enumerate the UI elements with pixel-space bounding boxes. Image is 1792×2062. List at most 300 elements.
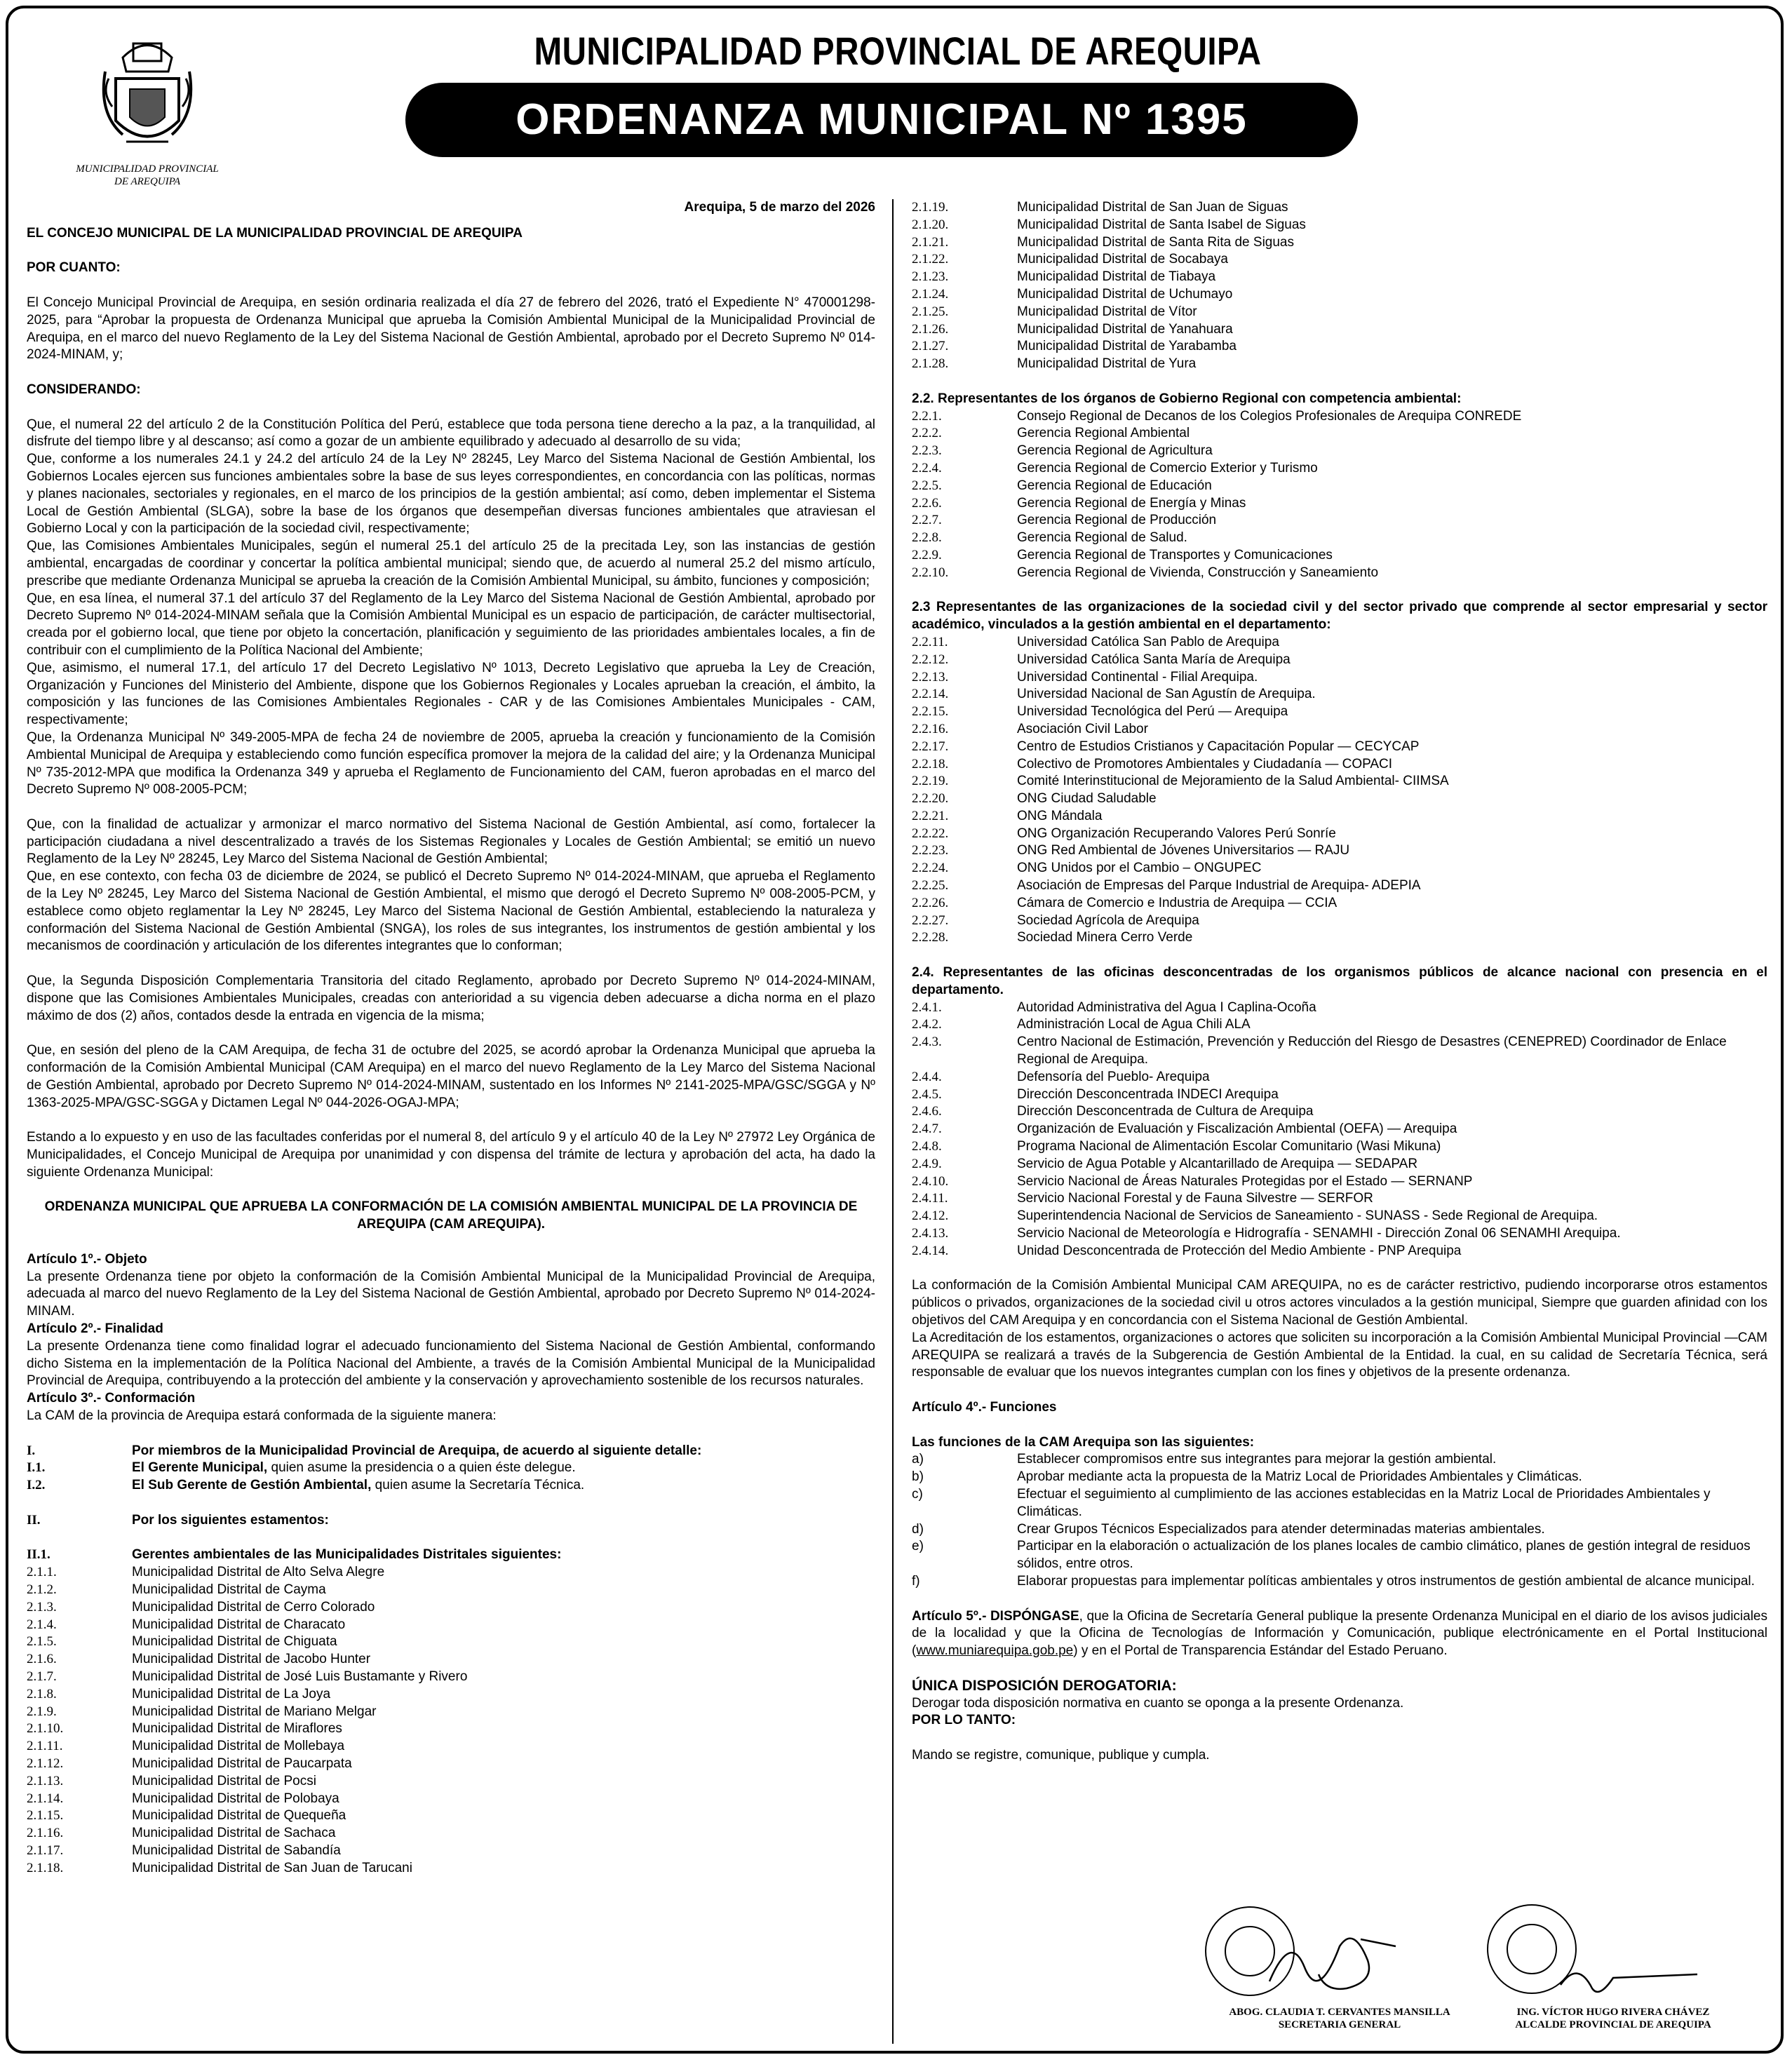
mayor-signature-block: [1459, 2006, 1767, 2031]
district-item-text: Municipalidad Distrital de Yarabamba: [1017, 339, 1237, 354]
district-item-number: 2.1.8.: [27, 1686, 57, 1702]
district-list-continued: [912, 199, 1767, 373]
civil-item: [912, 877, 1767, 895]
mayor-role: ALCALDE PROVINCIAL DE AREQUIPA: [1515, 2019, 1711, 2030]
district-item-number: 2.1.25.: [912, 304, 949, 319]
civil-item-text: ONG Mándala: [1017, 808, 1103, 823]
civil-item: [912, 721, 1767, 739]
page-title: MUNICIPALIDAD PROVINCIAL DE AREQUIPA: [534, 29, 1262, 73]
ordinance-title: ORDENANZA MUNICIPAL QUE APRUEBA LA CONFORMACIÓN DE LA COMISIÓN AMBIENTAL MUNICIPAL DE LA PROVINCIA DE AREQUIPA (CAM AREQUIPA).: [44, 1199, 858, 1232]
regional-item: [912, 565, 1767, 582]
district-item-text: Municipalidad Distrital de Cerro Colorado: [132, 1599, 375, 1615]
considerando-5: Que, asimismo, el numeral 17.1, del artículo 17 del Decreto Legislativo Nº 1013, Decreto Legislativo que aprueba la Ley de Creación, Organización y Funciones del Ministerio del Ambiente, dispone que los Gobiernos Regionales y Locales aprueban la creación, el ámbito, la composición y las funciones de las Comisiones Ambientales Regionales - CAR y de las Comisiones Ambientales Municipales - CAM, respectivamente;: [27, 660, 875, 728]
civil-item-text: Universidad Católica Santa María de Arequipa: [1017, 652, 1291, 667]
deconcentrated-item-text: Centro Nacional de Estimación, Prevención y Reducción del Riesgo de Desastres (CENEPRED) Coordinador de Enlace Regional de Arequipa.: [1017, 1035, 1727, 1067]
district-item-text: Municipalidad Distrital de San Juan de Tarucani: [132, 1860, 412, 1875]
function-item-number: d): [912, 1521, 924, 1537]
deconcentrated-item-number: 2.4.12.: [912, 1208, 949, 1224]
section-II: [27, 1512, 875, 1530]
secretary-signature-icon: [1262, 1918, 1403, 2002]
deconcentrated-item-number: 2.4.13.: [912, 1226, 949, 1241]
district-item-number: 2.1.22.: [912, 252, 949, 267]
district-item-number: 2.1.17.: [27, 1842, 64, 1858]
article-4-heading: Artículo 4º.- Funciones: [912, 1399, 1057, 1415]
deconcentrated-item-number: 2.4.14.: [912, 1243, 949, 1258]
considerando-2: Que, conforme a los numerales 24.1 y 24.2 del artículo 24 de la Ley Nº 28245, Ley Marco del Sistema Nacional de Gestión Ambiental, los Gobiernos Locales ejercen sus funciones ambientales sobre la base de sus leyes correspondientes, en concordancia con las políticas, normas y planes nacionales, sectoriales y regionales, en el marco de los principios de la gestión ambiental; así como, deben implementar el Sistema Local de Gestión Ambiental (SLGA), sobre la base de los órganos que desempeñan diversas funciones ambientales que atraviesan el Gobierno Local y con la participación de la sociedad civil, respectivamente;: [27, 452, 875, 537]
district-item: [27, 1633, 875, 1651]
deconcentrated-item-text: Unidad Desconcentrada de Protección del Medio Ambiente - PNP Arequipa: [1017, 1243, 1462, 1258]
considerando-7: Que, con la finalidad de actualizar y armonizar el marco normativo del Sistema Nacional de Gestión Ambiental, así como, fortalecer la participación ciudadana a nivel descentralizado a través de los Sistemas Regionales y Locales de Gestión Ambiental; se emitió un nuevo Reglamento de la Ley Nº 28245, Ley Marco del Sistema Nacional de Gestión Ambiental;: [27, 816, 875, 867]
section-I2-number: I.2.: [27, 1478, 46, 1493]
considerando-1: Que, el numeral 22 del artículo 2 de la Constitución Política del Perú, establece que toda persona tiene derecho a la paz, a la tranquilidad, al disfrute del tiempo libre y al descanso; así como a gozar de un ambiente equilibrado y adecuado al desarrollo de su vida;: [27, 417, 875, 450]
district-item: [27, 1669, 875, 1686]
accreditation-paragraph: La Acreditación de los estamentos, organizaciones o actores que soliciten su incorporación a la Comisión Ambiental Municipal Provincial —CAM AREQUIPA se realizará a través de la Subgerencia de Gestión Ambiental de la Entidad. la cual, en su calidad de Secretaría Técnica, será responsable de evaluar que los nuevos integrantes cumplan con los fines y objetivos de la presente ordenanza.: [912, 1330, 1767, 1380]
closing-mandate: Mando se registre, comunique, publique y cumpla.: [912, 1747, 1210, 1763]
district-item: [27, 1860, 875, 1878]
civil-item-number: 2.2.12.: [912, 652, 949, 667]
civil-item-text: Universidad Continental - Filial Arequipa.: [1017, 669, 1258, 685]
section-I2: [27, 1477, 875, 1495]
civil-item: [912, 860, 1767, 877]
derogation-text: Derogar toda disposición normativa en cuanto se oponga a la presente Ordenanza.: [912, 1695, 1404, 1711]
regional-item-text: Gerencia Regional de Comercio Exterior y Turismo: [1017, 460, 1318, 476]
regional-item-text: Gerencia Regional de Energía y Minas: [1017, 495, 1246, 511]
considerando-10: Que, en sesión del pleno de la CAM Arequipa, de fecha 31 de octubre del 2025, se acordó aprobar la Ordenanza Municipal que aprueba la conformación de la Comisión Ambiental Municipal (CAM Arequipa) en el marco del nuevo Reglamento de la Ley Marco del Sistema Nacional de Gestión Ambiental, aprobado por Decreto Supremo Nº 014-2024-MINAM, sustentado en los Informes Nº 2141-2025-MPA/GSC/SGGA y Nº 1363-2025-MPA/GSC-SGGA y Dictamen Legal Nº 044-2026-OGAJ-MPA;: [27, 1043, 875, 1110]
article-2-text: La presente Ordenanza tiene como finalidad lograr el adecuado funcionamiento del Sistema Nacional de Gestión Ambiental, conformando dicho Sistema en la implementación de la Política Nacional del Ambiente, a través de la Comisión Ambiental Municipal de la Municipalidad Provincial de Arequipa, contribuyendo a la protección del ambiente y la conservación y aprovechamiento sostenible de los recursos naturales.: [27, 1338, 875, 1389]
article-1-text: La presente Ordenanza tiene por objeto la conformación de la Comisión Ambiental Municipal de la Municipalidad Provincial de Arequipa, adecuada al marco del nuevo Reglamento de la Ley del Sistema Nacional de Gestión Ambiental, aprobado por Decreto Supremo Nº 014-2024-MINAM.: [27, 1269, 875, 1319]
function-item-number: b): [912, 1469, 924, 1485]
regional-item-number: 2.2.4.: [912, 460, 942, 476]
function-item-text: Aprobar mediante acta la propuesta de la Matriz Local de Prioridades Ambientales y Climáticas.: [1017, 1469, 1582, 1485]
deconcentrated-item-number: 2.4.11.: [912, 1191, 948, 1206]
district-item: [27, 1825, 875, 1842]
deconcentrated-item-number: 2.4.4.: [912, 1069, 942, 1084]
regional-item-number: 2.2.6.: [912, 495, 942, 511]
civil-item: [912, 912, 1767, 930]
secretary-role: SECRETARIA GENERAL: [1278, 2019, 1401, 2030]
deconcentrated-item: [912, 1138, 1767, 1156]
civil-heading: 2.3 Representantes de las organizaciones de la sociedad civil y del sector privado que comprende al sector empresarial y sector académico, vinculados a la gestión ambiental en el departamento:: [912, 600, 1767, 633]
district-item-text: Municipalidad Distrital de Characato: [132, 1617, 346, 1632]
district-item-text: Municipalidad Distrital de Cayma: [132, 1582, 326, 1597]
regional-item: [912, 443, 1767, 460]
civil-item: [912, 895, 1767, 912]
district-item: [912, 321, 1767, 339]
deconcentrated-item: [912, 1103, 1767, 1121]
civil-item-number: 2.2.16.: [912, 721, 949, 736]
article-5-paragraph: [912, 1608, 1767, 1660]
district-item: [27, 1617, 875, 1634]
civil-item: [912, 929, 1767, 947]
civil-item: [912, 739, 1767, 756]
district-item: [27, 1564, 875, 1582]
section-II-text: Por los siguientes estamentos:: [132, 1512, 329, 1528]
logo-caption-1: MUNICIPALIDAD PROVINCIAL: [76, 163, 219, 175]
civil-item-number: 2.2.27.: [912, 912, 949, 928]
district-item: [27, 1738, 875, 1756]
civil-item: [912, 773, 1767, 790]
district-item: [912, 356, 1767, 373]
civil-item-text: Asociación de Empresas del Parque Industrial de Arequipa- ADEPIA: [1017, 878, 1421, 894]
deconcentrated-item: [912, 999, 1767, 1017]
regional-item-text: Gerencia Regional de Agricultura: [1017, 443, 1213, 459]
district-list: [27, 1564, 875, 1877]
function-item-text: Elaborar propuestas para implementar políticas ambientales y otros instrumentos de gestión ambiental de alcance municipal.: [1017, 1573, 1755, 1589]
deconcentrated-item: [912, 1190, 1767, 1208]
civil-item: [912, 634, 1767, 652]
district-item-text: Municipalidad Distrital de Vítor: [1017, 304, 1197, 319]
deconcentrated-item-number: 2.4.8.: [912, 1139, 942, 1154]
civil-item: [912, 842, 1767, 860]
deconcentrated-item: [912, 1034, 1767, 1069]
regional-item: [912, 478, 1767, 495]
civil-item-text: Sociedad Agrícola de Arequipa: [1017, 912, 1199, 928]
civil-item: [912, 808, 1767, 826]
function-item-text: Participar en la elaboración o actualización de los planes locales de cambio climático, planes de gestión integral de residuos sólidos, entre otros.: [1017, 1539, 1751, 1572]
article-1-heading: Artículo 1º.- Objeto: [27, 1251, 147, 1267]
civil-item: [912, 756, 1767, 774]
deconcentrated-item: [912, 1225, 1767, 1243]
civil-item-text: ONG Organización Recuperando Valores Perú Sonríe: [1017, 826, 1336, 841]
deconcentrated-item-text: Superintendencia Nacional de Servicios de Saneamiento - SUNASS - Sede Regional de Arequipa.: [1017, 1208, 1598, 1224]
section-II1-number: II.1.: [27, 1547, 50, 1563]
district-item-text: Municipalidad Distrital de Mariano Melgar: [132, 1704, 377, 1719]
district-item-number: 2.1.2.: [27, 1582, 57, 1597]
function-item-text: Efectuar el seguimiento al cumplimiento de las acciones establecidas en la Matriz Local de Prioridades Ambientales y Climáticas.: [1017, 1486, 1711, 1519]
section-I: [27, 1443, 875, 1460]
regional-item-number: 2.2.1.: [912, 408, 942, 424]
district-item-text: Municipalidad Distrital de Sabandía: [132, 1842, 341, 1858]
civil-item-text: Centro de Estudios Cristianos y Capacitación Popular — CECYCAP: [1017, 739, 1420, 754]
district-item: [27, 1720, 875, 1738]
district-item-text: Municipalidad Distrital de Paucarpata: [132, 1756, 352, 1771]
portal-link[interactable]: www.muniarequipa.gob.pe: [916, 1643, 1074, 1659]
article-3-text: La CAM de la provincia de Arequipa estará conformada de la siguiente manera:: [27, 1408, 497, 1423]
civil-item: [912, 826, 1767, 843]
district-item-number: 2.1.20.: [912, 217, 949, 232]
civil-item-number: 2.2.20.: [912, 791, 949, 807]
article-5-text-a: , que la Oficina de Secretaría General publique la presente Ordenanza Municipal en el diario de los avisos judiciales de la localidad y que la Oficina de Tecnologías de Información y Comunicación, publique electrónicamente en el Portal Institucional (: [912, 1608, 1768, 1659]
function-item-text: Crear Grupos Técnicos Especializados para atender determinadas materias ambientales.: [1017, 1521, 1545, 1537]
deconcentrated-item-number: 2.4.7.: [912, 1121, 942, 1137]
considerando-6: Que, la Ordenanza Municipal Nº 349-2005-MPA de fecha 24 de noviembre de 2005, aprueba la creación y funcionamiento de la Comisión Ambiental Municipal de Arequipa y estableciendo como función específica promover la mejora de la calidad del aire; y la Ordenanza Municipal Nº 735-2012-MPA que modifica la Ordenanza 349 y aprueba el Reglamento de Funcionamiento del CAM, fueron aprobadas en el marco del Decreto Supremo Nº 008-2005-PCM;: [27, 729, 875, 797]
deconcentrated-item-text: Servicio Nacional Forestal y de Fauna Silvestre — SERFOR: [1017, 1191, 1373, 1206]
deconcentrated-item-text: Administración Local de Agua Chili ALA: [1017, 1017, 1251, 1032]
district-item: [912, 286, 1767, 304]
district-item-number: 2.1.18.: [27, 1860, 64, 1875]
district-item-text: Municipalidad Distrital de Socabaya: [1017, 252, 1228, 267]
deconcentrated-item-text: Servicio de Agua Potable y Alcantarillado de Arequipa — SEDAPAR: [1017, 1156, 1418, 1171]
district-item-number: 2.1.11.: [27, 1739, 63, 1754]
regional-item-number: 2.2.3.: [912, 443, 942, 459]
considerando-9: Que, la Segunda Disposición Complementaria Transitoria del citado Reglamento, aprobado por Decreto Supremo Nº 014-2024-MINAM, dispone que las Comisiones Ambientales Municipales, creadas con anterioridad a su vigencia deben adecuarse a dicha norma en el plazo máximo de dos (2) años, contados desde la entrada en vigencia de la misma;: [27, 973, 875, 1023]
regional-item-number: 2.2.2.: [912, 426, 942, 441]
deconcentrated-heading: 2.4. Representantes de las oficinas desconcentradas de los organismos públicos de alcance nacional con presencia en el departamento.: [912, 965, 1767, 997]
district-item: [912, 217, 1767, 234]
civil-item-number: 2.2.17.: [912, 739, 949, 754]
functions-list: [912, 1451, 1767, 1590]
regional-item-number: 2.2.7.: [912, 513, 942, 528]
secretary-name: ABOG. CLAUDIA T. CERVANTES MANSILLA: [1229, 2007, 1450, 2018]
district-item: [912, 251, 1767, 269]
district-item: [27, 1686, 875, 1704]
por-cuanto-heading: POR CUANTO:: [27, 260, 121, 276]
district-item-text: Municipalidad Distrital de Yura: [1017, 356, 1197, 372]
civil-item-text: ONG Red Ambiental de Jóvenes Universitarios — RAJU: [1017, 843, 1350, 858]
district-item: [27, 1651, 875, 1669]
deconcentrated-item: [912, 1086, 1767, 1104]
district-item-text: Municipalidad Distrital de Santa Rita de Siguas: [1017, 234, 1294, 250]
civil-item-text: Colectivo de Promotores Ambientales y Ciudadanía — COPACI: [1017, 756, 1393, 771]
district-item-number: 2.1.5.: [27, 1634, 57, 1650]
civil-item-number: 2.2.28.: [912, 930, 949, 945]
district-item-text: Municipalidad Distrital de Miraflores: [132, 1721, 342, 1737]
civil-item: [912, 686, 1767, 703]
section-I-text: Por miembros de la Municipalidad Provincial de Arequipa, de acuerdo al siguiente detalle:: [132, 1443, 702, 1458]
regional-item-text: Gerencia Regional de Salud.: [1017, 530, 1187, 546]
section-I1-number: I.1.: [27, 1460, 46, 1476]
district-item: [27, 1773, 875, 1791]
deconcentrated-item-text: Dirección Desconcentrada de Cultura de Arequipa: [1017, 1104, 1314, 1119]
function-item: [912, 1469, 1767, 1486]
regional-item-text: Gerencia Regional de Vivienda, Construcción y Saneamiento: [1017, 565, 1379, 580]
civil-item: [912, 652, 1767, 669]
section-I1-bold: El Gerente Municipal,: [132, 1460, 268, 1476]
function-item: [912, 1486, 1767, 1521]
section-I1: [27, 1460, 875, 1477]
deconcentrated-item-text: Programa Nacional de Alimentación Escolar Comunitario (Wasi Mikuna): [1017, 1139, 1441, 1154]
civil-item: [912, 703, 1767, 721]
district-item-text: Municipalidad Distrital de Tiabaya: [1017, 269, 1216, 285]
deconcentrated-item-number: 2.4.2.: [912, 1017, 942, 1032]
district-item-text: Municipalidad Distrital de José Luis Bustamante y Rivero: [132, 1669, 468, 1684]
functions-heading: Las funciones de la CAM Arequipa son las siguientes:: [912, 1434, 1255, 1450]
civil-item-number: 2.2.19.: [912, 774, 949, 789]
function-item-text: Establecer compromisos entre sus integrantes para mejorar la gestión ambiental.: [1017, 1452, 1497, 1467]
district-item: [27, 1704, 875, 1721]
regional-item: [912, 547, 1767, 565]
civil-item-text: Cámara de Comercio e Industria de Arequipa — CCIA: [1017, 895, 1338, 910]
district-item-text: Municipalidad Distrital de Jacobo Hunter: [132, 1652, 371, 1667]
district-item-number: 2.1.1.: [27, 1565, 57, 1580]
district-item-number: 2.1.16.: [27, 1826, 64, 1841]
section-II-number: II.: [27, 1512, 41, 1528]
deconcentrated-item: [912, 1069, 1767, 1086]
civil-item-number: 2.2.14.: [912, 687, 949, 702]
district-item-number: 2.1.10.: [27, 1721, 64, 1737]
deconcentrated-item-text: Dirección Desconcentrada INDECI Arequipa: [1017, 1086, 1279, 1102]
mayor-name: ING. VÍCTOR HUGO RIVERA CHÁVEZ: [1516, 2007, 1710, 2018]
mayor-signature-icon: [1557, 1957, 1704, 2006]
district-item-text: Municipalidad Distrital de Mollebaya: [132, 1739, 345, 1754]
deconcentrated-item-number: 2.4.6.: [912, 1104, 942, 1119]
district-item: [912, 338, 1767, 356]
district-item-text: Municipalidad Distrital de Chiguata: [132, 1634, 337, 1650]
deconcentrated-item-text: Servicio Nacional de Meteorología e Hidrografía - SENAMHI - Dirección Zonal 06 SENAMHI Arequipa.: [1017, 1226, 1621, 1241]
district-item: [27, 1599, 875, 1617]
district-item-text: Municipalidad Distrital de Pocsi: [132, 1773, 316, 1788]
civil-item-number: 2.2.21.: [912, 808, 949, 823]
considerando-4: Que, en esa línea, el numeral 37.1 del artículo 37 del Reglamento de la Ley Marco del Sistema Nacional de Gestión Ambiental, aprobado por Decreto Supremo Nº 014-2024-MINAM señala que la Comisión Ambiental Municipal es un espacio de participación, de carácter multisectorial, creada por el gobierno local, que tiene por objeto la concertación, planificación y seguimiento de las prioridades ambientales locales, a fin de contribuir con el cumplimiento de la Política Nacional del Ambiente;: [27, 591, 875, 658]
deconcentrated-item: [912, 1243, 1767, 1260]
district-item-number: 2.1.27.: [912, 339, 949, 354]
district-item: [27, 1582, 875, 1599]
article-3-heading: Artículo 3º.- Conformación: [27, 1391, 196, 1406]
civil-item-number: 2.2.25.: [912, 878, 949, 894]
district-item-text: Municipalidad Distrital de Alto Selva Alegre: [132, 1565, 385, 1580]
district-item: [27, 1756, 875, 1773]
deconcentrated-item-number: 2.4.9.: [912, 1156, 942, 1171]
regional-item: [912, 512, 1767, 530]
district-item-number: 2.1.14.: [27, 1791, 64, 1806]
district-item-text: Municipalidad Distrital de Polobaya: [132, 1791, 339, 1806]
section-I2-text: quien asume la Secretaría Técnica.: [371, 1478, 585, 1493]
civil-item-number: 2.2.13.: [912, 669, 949, 685]
district-item-text: Municipalidad Distrital de Quequeña: [132, 1808, 346, 1824]
deconcentrated-list: [912, 999, 1767, 1260]
deconcentrated-item-text: Autoridad Administrativa del Agua I Caplina-Ocoña: [1017, 999, 1316, 1015]
derogation-heading: ÚNICA DISPOSICIÓN DEROGATORIA:: [912, 1677, 1177, 1694]
district-item-text: Municipalidad Distrital de Yanahuara: [1017, 321, 1233, 337]
regional-item-text: Gerencia Regional de Educación: [1017, 478, 1212, 493]
section-I2-bold: El Sub Gerente de Gestión Ambiental,: [132, 1478, 372, 1493]
intro-paragraph: El Concejo Municipal Provincial de Arequipa, en sesión ordinaria realizada el día 27 de febrero del 2026, trató el Expediente N° 470001298-2025, para “Aprobar la propuesta de Ordenanza Municipal que aprueba la Comisión Ambiental Municipal de la Municipalidad Provincial de Arequipa, en el marco del nuevo Reglamento de la Ley del Sistema Nacional de Gestión Ambiental, aprobado por el Decreto Supremo Nº 014-2024-MINAM, y;: [27, 295, 875, 363]
regional-item-text: Gerencia Regional de Transportes y Comunicaciones: [1017, 547, 1333, 562]
deconcentrated-item-number: 2.4.1.: [912, 999, 942, 1015]
section-II1-text: Gerentes ambientales de las Municipalidades Distritales siguientes:: [132, 1547, 562, 1563]
function-item-number: e): [912, 1539, 924, 1554]
regional-item: [912, 408, 1767, 426]
district-item: [912, 269, 1767, 286]
district-item: [27, 1807, 875, 1825]
right-column: [912, 199, 1767, 1765]
civil-item-text: Sociedad Minera Cerro Verde: [1017, 930, 1193, 945]
district-item-number: 2.1.19.: [912, 200, 949, 215]
district-item-number: 2.1.4.: [27, 1617, 57, 1632]
district-item-number: 2.1.23.: [912, 269, 949, 285]
section-II1: [27, 1546, 875, 1564]
article-5-text-b: ) y en el Portal de Transparencia Estándar del Estado Peruano.: [1073, 1643, 1448, 1659]
function-item-number: f): [912, 1573, 920, 1589]
function-item-number: a): [912, 1452, 924, 1467]
district-item-number: 2.1.24.: [912, 286, 949, 302]
deconcentrated-item: [912, 1208, 1767, 1225]
deconcentrated-item: [912, 1121, 1767, 1138]
civil-item-number: 2.2.18.: [912, 756, 949, 771]
district-item-number: 2.1.21.: [912, 234, 949, 250]
district-item: [27, 1791, 875, 1808]
conformation-paragraph: La conformación de la Comisión Ambiental Municipal CAM AREQUIPA, no es de carácter restrictivo, pudiendo incorporarse otros estamentos públicos o privados, organizaciones de la sociedad civil u otros actores vinculados a la gestión municipal, Siempre que guarden afinidad con los objetivos del CAM Arequipa y en concordancia con el Sistema Nacional de Gestión Ambiental.: [912, 1278, 1767, 1328]
regional-heading: 2.2. Representantes de los órganos de Gobierno Regional con competencia ambiental:: [912, 391, 1462, 406]
district-item-text: Municipalidad Distrital de La Joya: [132, 1686, 331, 1702]
district-item-text: Municipalidad Distrital de San Juan de Siguas: [1017, 200, 1288, 215]
considerando-8: Que, en ese contexto, con fecha 03 de diciembre de 2024, se publicó el Decreto Supremo Nº 014-2024-MINAM, que aprueba el Reglamento de la Ley Nº 28245, Ley Marco del Sistema Nacional de Gestión Ambiental, el mismo que derogó el Decreto Supremo Nº 008-2005-PCM, y establece como objeto reglamentar la Ley Nº 28245, Ley Marco del Sistema Nacional de Gestión Ambiental, estableciendo la naturaleza y conformación del Sistema Nacional de Gestión Ambiental (SNGA), los roles de sus integrantes, los instrumentos de gestión ambiental y los mecanismos de coordinación y articulación de los diferentes integrantes que lo conforman;: [27, 869, 875, 954]
district-item-number: 2.1.9.: [27, 1704, 57, 1719]
article-5-heading: Artículo 5º.- DISPÓNGASE: [912, 1608, 1079, 1624]
ordinance-banner: ORDENANZA MUNICIPAL Nº 1395: [405, 83, 1358, 157]
left-column: [27, 199, 875, 1878]
civil-item-text: ONG Unidos por el Cambio – ONGUPEC: [1017, 861, 1262, 876]
district-item-number: 2.1.26.: [912, 321, 949, 337]
district-item-number: 2.1.3.: [27, 1599, 57, 1615]
regional-list: [912, 408, 1767, 582]
logo-caption-2: DE AREQUIPA: [114, 176, 180, 187]
district-item-number: 2.1.6.: [27, 1652, 57, 1667]
civil-item: [912, 790, 1767, 808]
civil-item-text: Universidad Tecnológica del Perú — Arequipa: [1017, 704, 1288, 720]
district-item-text: Municipalidad Distrital de Uchumayo: [1017, 286, 1233, 302]
secretary-signature-block: [1192, 2006, 1487, 2031]
regional-item: [912, 460, 1767, 478]
civil-item-text: Universidad Nacional de San Agustín de Arequipa.: [1017, 687, 1316, 702]
regional-item: [912, 495, 1767, 513]
civil-item-number: 2.2.24.: [912, 861, 949, 876]
civil-item-text: Asociación Civil Labor: [1017, 721, 1148, 736]
civil-item-number: 2.2.15.: [912, 704, 949, 720]
district-item-number: 2.1.7.: [27, 1669, 57, 1684]
regional-item-text: Consejo Regional de Decanos de los Colegios Profesionales de Arequipa CONREDE: [1017, 408, 1522, 424]
deconcentrated-item-number: 2.4.10.: [912, 1173, 949, 1189]
civil-item-number: 2.2.26.: [912, 895, 949, 910]
district-item-text: Municipalidad Distrital de Santa Isabel de Siguas: [1017, 217, 1306, 232]
deconcentrated-item: [912, 1173, 1767, 1191]
section-I-number: I.: [27, 1443, 36, 1458]
council-heading: EL CONCEJO MUNICIPAL DE LA MUNICIPALIDAD PROVINCIAL DE AREQUIPA: [27, 225, 523, 241]
function-item: [912, 1521, 1767, 1539]
deconcentrated-item-text: Organización de Evaluación y Fiscalización Ambiental (OEFA) — Arequipa: [1017, 1121, 1457, 1137]
deconcentrated-item-number: 2.4.5.: [912, 1086, 942, 1102]
regional-item-text: Gerencia Regional de Producción: [1017, 513, 1217, 528]
district-item: [27, 1842, 875, 1860]
district-item-number: 2.1.12.: [27, 1756, 64, 1771]
regional-item: [912, 425, 1767, 443]
function-item: [912, 1538, 1767, 1573]
district-item-number: 2.1.28.: [912, 356, 949, 372]
regional-item-number: 2.2.10.: [912, 565, 949, 580]
considerando-11: Estando a lo expuesto y en uso de las facultades conferidas por el numeral 8, del artículo 9 y el artículo 40 de la Ley Nº 27972 Ley Orgánica de Municipalidades, el Concejo Municipal de Arequipa por unanimidad y con dispensa del trámite de lectura y aprobación del acta, ha dado la siguiente Ordenanza Municipal:: [27, 1130, 875, 1180]
civil-item-number: 2.2.11.: [912, 634, 948, 649]
district-item-number: 2.1.15.: [27, 1808, 64, 1824]
deconcentrated-item-text: Servicio Nacional de Áreas Naturales Protegidas por el Estado — SERNANP: [1017, 1173, 1473, 1189]
district-item: [912, 234, 1767, 252]
deconcentrated-item: [912, 1156, 1767, 1173]
district-item: [912, 304, 1767, 321]
civil-item-number: 2.2.22.: [912, 826, 949, 841]
civil-item: [912, 669, 1767, 687]
section-I1-text: quien asume la presidencia o a quien éste delegue.: [267, 1460, 576, 1476]
considerando-3: Que, las Comisiones Ambientales Municipales, según el numeral 25.1 del artículo 25 de la precitada Ley, son las instancias de gestión ambiental, encargadas de coordinar y concertar la política ambiental municipal; siendo que, de acuerdo al numeral 25.2 del mismo artículo, prescribe que mediante Ordenanza Municipal se aprueba la creación de la Comisión Ambiental Municipal, su ámbito, funciones y composición;: [27, 539, 875, 588]
regional-item: [912, 530, 1767, 547]
district-item: [912, 199, 1767, 217]
district-item-text: Municipalidad Distrital de Sachaca: [132, 1826, 336, 1841]
function-item: [912, 1451, 1767, 1469]
function-item-number: c): [912, 1486, 923, 1502]
regional-item-text: Gerencia Regional Ambiental: [1017, 426, 1190, 441]
district-item-number: 2.1.13.: [27, 1773, 64, 1788]
civil-item-text: Universidad Católica San Pablo de Arequipa: [1017, 634, 1279, 649]
civil-item-number: 2.2.23.: [912, 843, 949, 858]
considerando-heading: CONSIDERANDO:: [27, 382, 141, 397]
civil-item-text: Comité Interinstitucional de Mejoramiento de la Salud Ambiental- CIIMSA: [1017, 774, 1449, 789]
civil-list: [912, 634, 1767, 947]
regional-item-number: 2.2.8.: [912, 530, 942, 546]
deconcentrated-item: [912, 1016, 1767, 1034]
deconcentrated-item-number: 2.4.3.: [912, 1035, 942, 1050]
deconcentrated-item-text: Defensoría del Pueblo- Arequipa: [1017, 1069, 1210, 1084]
regional-item-number: 2.2.5.: [912, 478, 942, 493]
civil-item-text: ONG Ciudad Saludable: [1017, 791, 1157, 807]
por-lo-tanto-heading: POR LO TANTO:: [912, 1713, 1016, 1728]
